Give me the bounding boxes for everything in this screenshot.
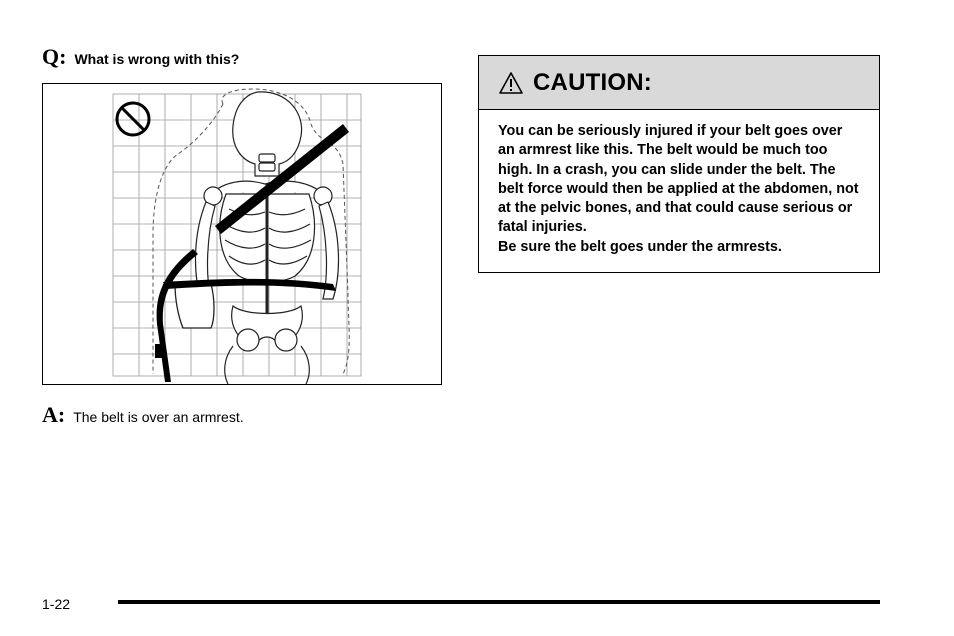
page-number: 1-22 [42,596,71,612]
caution-instruction: Be sure the belt goes under the armrests. [498,238,782,255]
armrest-illustration [175,284,214,328]
caution-box [478,55,880,273]
answer-text: The belt is over an armrest. [73,409,244,425]
question-line [42,44,239,70]
seatbelt-illustration-figure [42,83,442,385]
prohibition-icon [117,103,149,135]
question-label: Q: [42,44,67,69]
caution-body-text: You can be seriously injured if your belt goes over an armrest like this. The belt would be much too high. In a crash, you can slide under the belt. The belt force would then be applied at the abdomen, not at the pelvic bones, and that could cause serious or fatal injuries. [498,123,859,236]
answer-line [42,402,244,428]
caution-header [479,56,879,110]
question-text: What is wrong with this? [74,51,240,67]
caution-body [479,110,879,257]
caution-title: CAUTION: [533,68,652,96]
answer-label: A: [42,402,66,427]
warning-triangle-icon [499,71,523,95]
footer-rule [118,600,880,604]
